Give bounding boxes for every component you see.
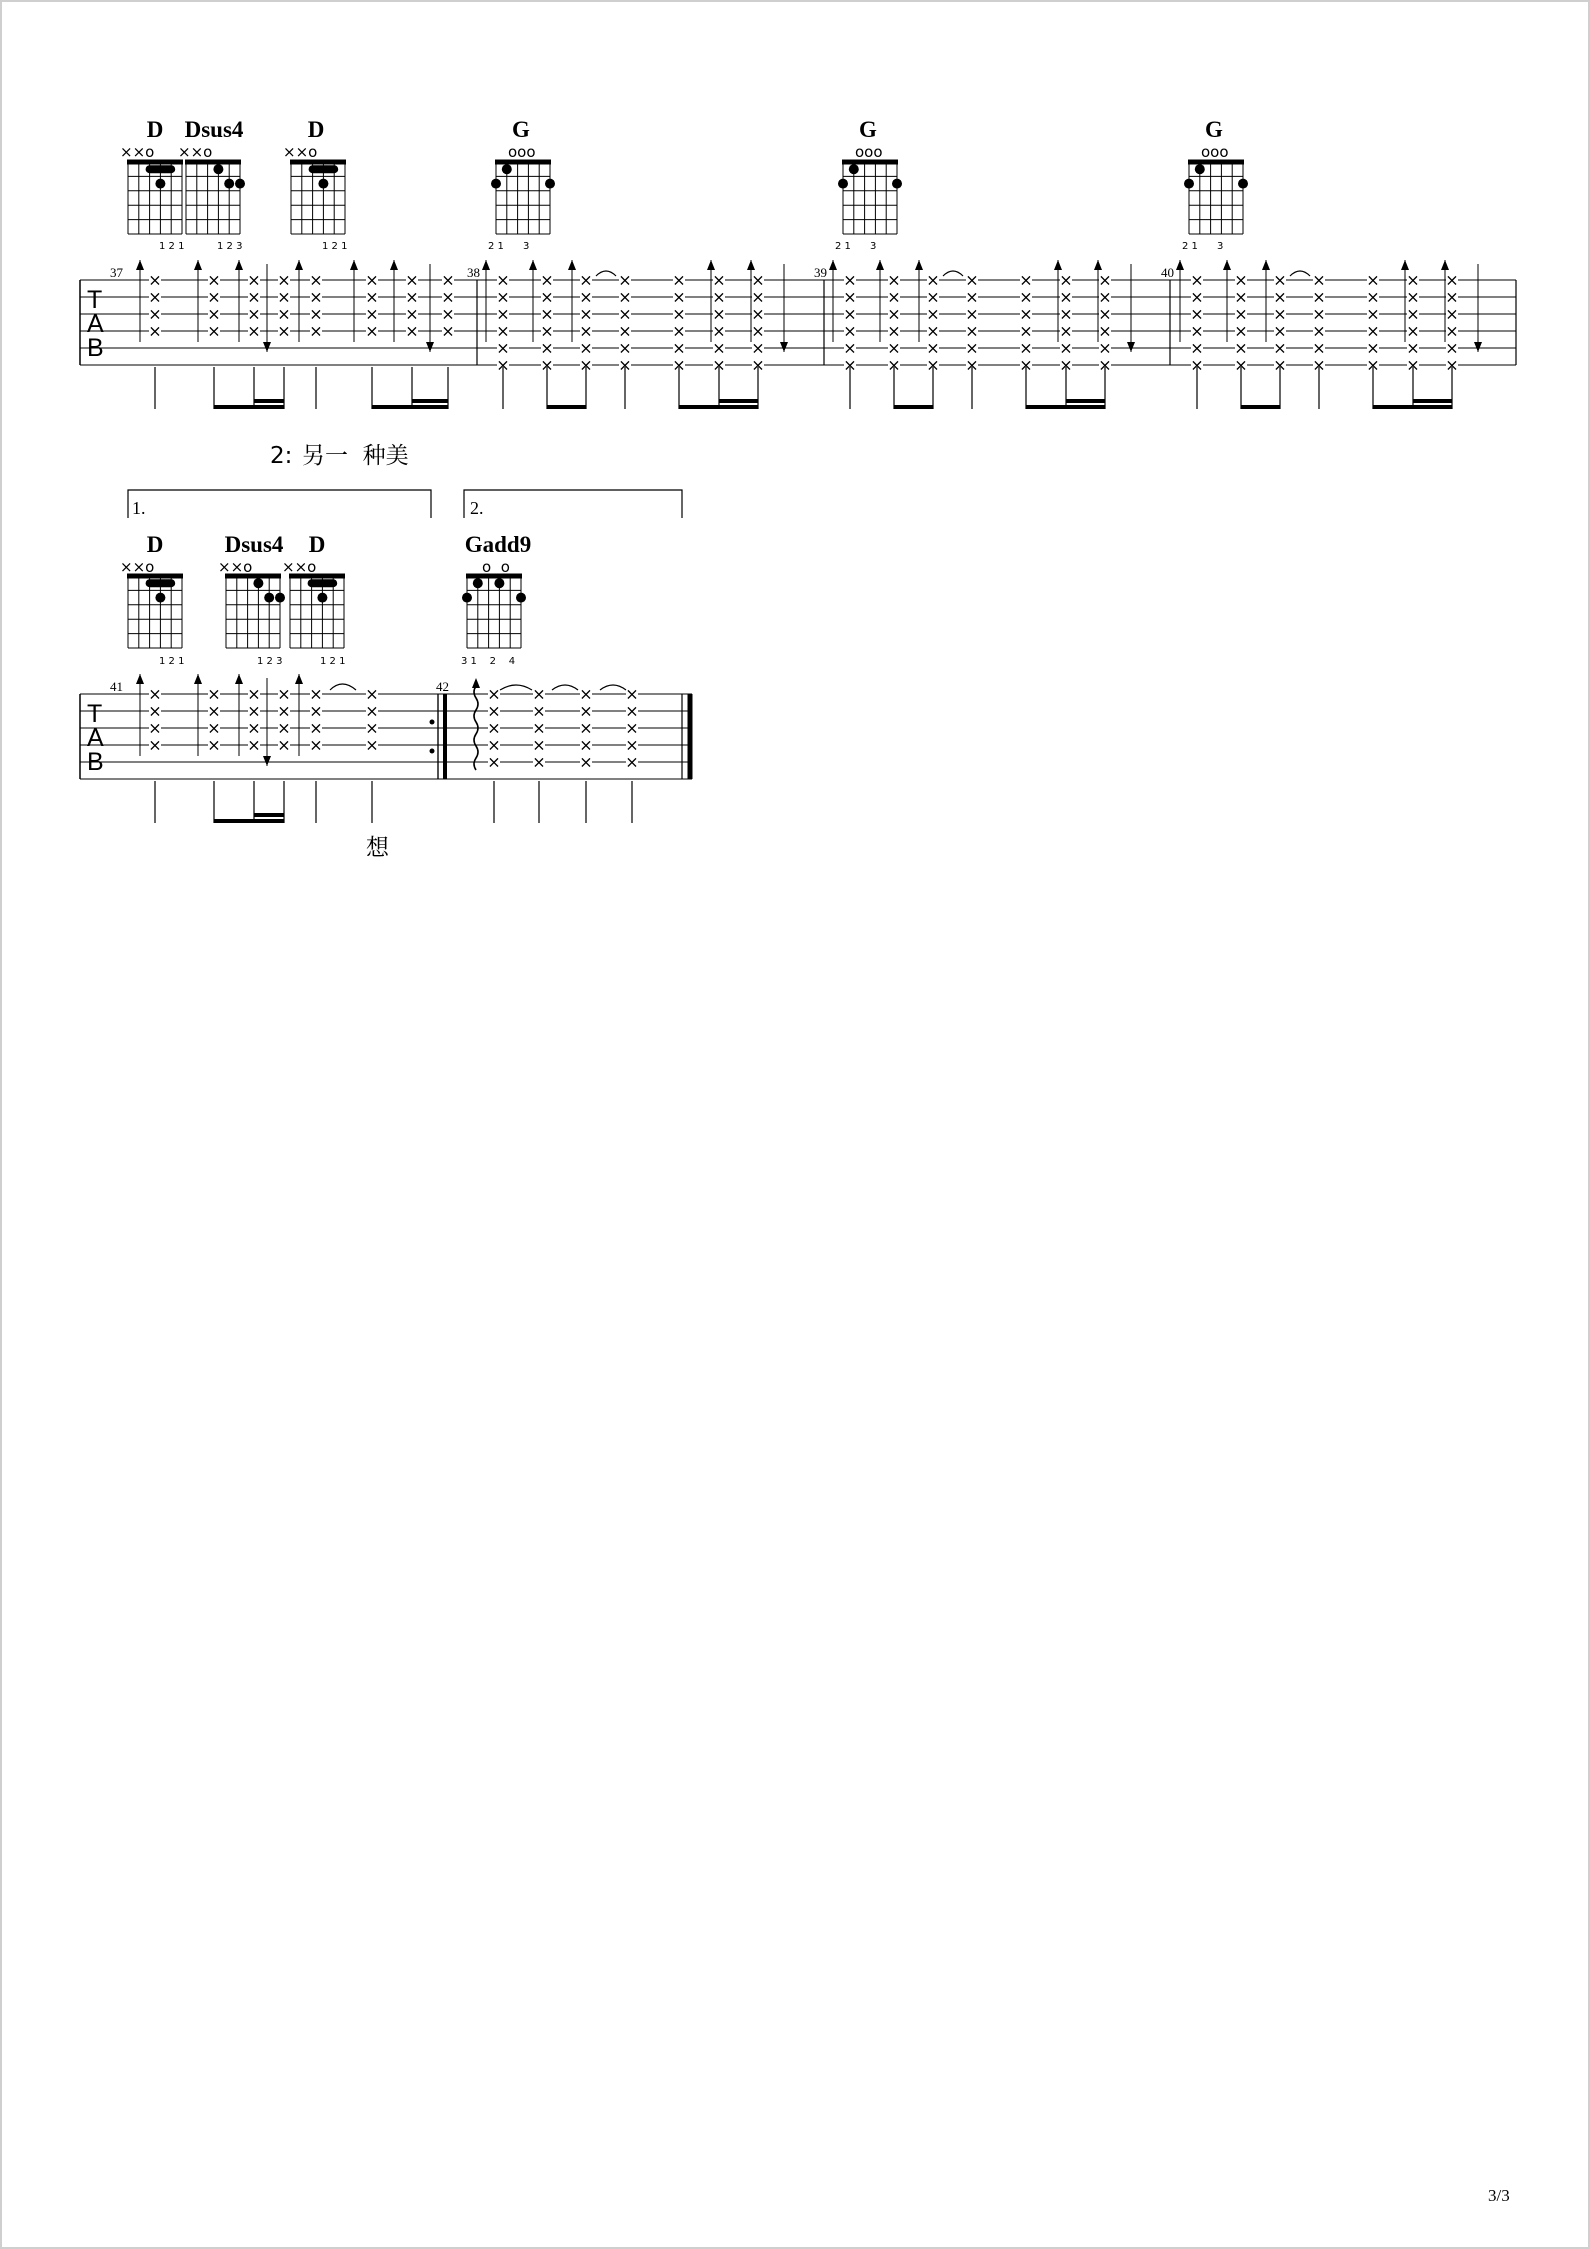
page-number: 3/3: [1488, 2186, 1510, 2205]
muted-note: ×: [532, 735, 546, 755]
ending-1-label: 1.: [132, 498, 146, 518]
muted-note: ×: [365, 304, 379, 324]
muted-note: ×: [712, 304, 726, 324]
muted-note: ×: [207, 735, 221, 755]
muted-note: ×: [1019, 287, 1033, 307]
muted-note: ×: [496, 321, 510, 341]
muted-note: ×: [579, 338, 593, 358]
muted-note: ×: [579, 304, 593, 324]
muted-note: ×: [148, 701, 162, 721]
muted-note: ×: [247, 684, 261, 704]
tab-clef-b: B: [87, 748, 104, 776]
open-mute-markers: ooo: [855, 143, 883, 161]
muted-note: ×: [965, 304, 979, 324]
muted-note: ×: [247, 270, 261, 290]
muted-note: ×: [843, 287, 857, 307]
muted-note: ×: [207, 684, 221, 704]
muted-note: ×: [247, 701, 261, 721]
muted-note: ×: [148, 287, 162, 307]
muted-note: ×: [1406, 287, 1420, 307]
muted-note: ×: [309, 718, 323, 738]
chord-name: Gadd9: [464, 532, 532, 557]
muted-note: ×: [579, 684, 593, 704]
muted-note: ×: [1445, 338, 1459, 358]
muted-note: ×: [965, 338, 979, 358]
muted-note: ×: [1445, 321, 1459, 341]
muted-note: ×: [672, 287, 686, 307]
open-mute-markers: ××o: [178, 143, 213, 161]
measure-number: 37: [110, 265, 123, 280]
muted-note: ×: [309, 270, 323, 290]
muted-note: ×: [1445, 287, 1459, 307]
measure-number: 39: [814, 265, 827, 280]
muted-note: ×: [277, 321, 291, 341]
measure-number: 41: [110, 679, 123, 694]
muted-note: ×: [1019, 304, 1033, 324]
muted-note: ×: [579, 287, 593, 307]
chord-name: D: [308, 532, 326, 557]
muted-note: ×: [148, 735, 162, 755]
muted-note: ×: [887, 321, 901, 341]
muted-note: ×: [625, 684, 639, 704]
muted-note: ×: [625, 701, 639, 721]
muted-note: ×: [618, 338, 632, 358]
tab-clef-b: B: [87, 334, 104, 362]
muted-note: ×: [277, 270, 291, 290]
muted-note: ×: [207, 304, 221, 324]
finger-numbers: 2 1 3: [1182, 241, 1224, 252]
muted-note: ×: [365, 718, 379, 738]
muted-note: ×: [148, 718, 162, 738]
muted-note: ×: [1059, 355, 1073, 375]
muted-note: ×: [751, 321, 765, 341]
muted-note: ×: [712, 321, 726, 341]
muted-note: ×: [277, 304, 291, 324]
muted-note: ×: [1273, 321, 1287, 341]
muted-note: ×: [1312, 287, 1326, 307]
open-mute-markers: ooo: [508, 143, 536, 161]
muted-note: ×: [926, 304, 940, 324]
muted-note: ×: [487, 718, 501, 738]
muted-note: ×: [843, 304, 857, 324]
muted-note: ×: [207, 287, 221, 307]
muted-note: ×: [926, 355, 940, 375]
muted-note: ×: [496, 287, 510, 307]
muted-note: ×: [1190, 304, 1204, 324]
muted-note: ×: [965, 270, 979, 290]
muted-note: ×: [441, 321, 455, 341]
muted-note: ×: [579, 355, 593, 375]
muted-note: ×: [1312, 270, 1326, 290]
muted-note: ×: [1190, 287, 1204, 307]
muted-note: ×: [1273, 287, 1287, 307]
tab-clef-t: T: [87, 700, 103, 728]
muted-note: ×: [672, 270, 686, 290]
muted-note: ×: [712, 270, 726, 290]
tab-clef-a: A: [87, 724, 104, 752]
finger-numbers: 1 2 3: [217, 241, 243, 252]
muted-note: ×: [965, 321, 979, 341]
muted-note: ×: [1059, 270, 1073, 290]
muted-note: ×: [207, 701, 221, 721]
muted-note: ×: [277, 718, 291, 738]
chord-name: Dsus4: [184, 117, 244, 142]
muted-note: ×: [1190, 338, 1204, 358]
muted-note: ×: [496, 270, 510, 290]
muted-note: ×: [1098, 355, 1112, 375]
tab-clef-t: T: [87, 286, 103, 314]
muted-note: ×: [1312, 321, 1326, 341]
muted-note: ×: [309, 735, 323, 755]
chord-name: D: [146, 532, 164, 557]
muted-note: ×: [1190, 270, 1204, 290]
muted-note: ×: [751, 355, 765, 375]
muted-note: ×: [365, 684, 379, 704]
muted-note: ×: [625, 735, 639, 755]
tab-clef-a: A: [87, 310, 104, 338]
muted-note: ×: [247, 321, 261, 341]
muted-note: ×: [1406, 270, 1420, 290]
open-mute-markers: ××o: [218, 558, 253, 576]
muted-note: ×: [579, 321, 593, 341]
muted-note: ×: [532, 701, 546, 721]
open-mute-markers: ××o: [283, 143, 318, 161]
muted-note: ×: [1366, 287, 1380, 307]
muted-note: ×: [618, 287, 632, 307]
muted-note: ×: [1019, 270, 1033, 290]
text-layer: [2, 2, 1590, 2249]
muted-note: ×: [277, 701, 291, 721]
muted-note: ×: [487, 735, 501, 755]
muted-note: ×: [540, 338, 554, 358]
muted-note: ×: [618, 321, 632, 341]
lyric-word: 想: [366, 835, 389, 861]
chord-name: G: [1205, 117, 1223, 142]
muted-note: ×: [618, 304, 632, 324]
muted-note: ×: [540, 270, 554, 290]
measure-number: 42: [436, 679, 449, 694]
finger-numbers: 1 2 1: [322, 241, 348, 252]
muted-note: ×: [1234, 270, 1248, 290]
muted-note: ×: [1234, 287, 1248, 307]
muted-note: ×: [751, 270, 765, 290]
finger-numbers: 1 2 3: [257, 656, 283, 667]
muted-note: ×: [1234, 338, 1248, 358]
muted-note: ×: [540, 321, 554, 341]
muted-note: ×: [405, 270, 419, 290]
muted-note: ×: [1098, 338, 1112, 358]
finger-numbers: 1 2 1: [159, 656, 185, 667]
muted-note: ×: [751, 287, 765, 307]
muted-note: ×: [1019, 321, 1033, 341]
muted-note: ×: [207, 718, 221, 738]
muted-note: ×: [1019, 355, 1033, 375]
muted-note: ×: [712, 355, 726, 375]
muted-note: ×: [887, 355, 901, 375]
muted-note: ×: [532, 752, 546, 772]
muted-note: ×: [405, 321, 419, 341]
muted-note: ×: [625, 718, 639, 738]
muted-note: ×: [1098, 304, 1112, 324]
muted-note: ×: [926, 287, 940, 307]
open-mute-markers: o o: [482, 558, 510, 576]
chord-name: G: [859, 117, 877, 142]
muted-note: ×: [540, 355, 554, 375]
muted-note: ×: [309, 684, 323, 704]
finger-numbers: 3 1 2 4: [461, 656, 516, 667]
muted-note: ×: [672, 321, 686, 341]
muted-note: ×: [1366, 321, 1380, 341]
finger-numbers: 1 2 1: [320, 656, 346, 667]
muted-note: ×: [496, 355, 510, 375]
muted-note: ×: [1406, 304, 1420, 324]
muted-note: ×: [277, 287, 291, 307]
ending-2-label: 2.: [470, 498, 484, 518]
muted-note: ×: [1273, 355, 1287, 375]
verse-label: 2:: [270, 443, 293, 469]
muted-note: ×: [148, 304, 162, 324]
muted-note: ×: [207, 270, 221, 290]
muted-note: ×: [1019, 338, 1033, 358]
finger-numbers: 2 1 3: [488, 241, 530, 252]
muted-note: ×: [148, 270, 162, 290]
muted-note: ×: [148, 684, 162, 704]
muted-note: ×: [1273, 338, 1287, 358]
muted-note: ×: [1312, 304, 1326, 324]
muted-note: ×: [579, 718, 593, 738]
muted-note: ×: [926, 321, 940, 341]
muted-note: ×: [309, 321, 323, 341]
muted-note: ×: [887, 338, 901, 358]
muted-note: ×: [887, 270, 901, 290]
muted-note: ×: [1190, 321, 1204, 341]
muted-note: ×: [532, 684, 546, 704]
muted-note: ×: [1273, 270, 1287, 290]
muted-note: ×: [618, 270, 632, 290]
muted-note: ×: [277, 735, 291, 755]
muted-note: ×: [887, 304, 901, 324]
open-mute-markers: ××o: [120, 558, 155, 576]
finger-numbers: 2 1 3: [835, 241, 877, 252]
muted-note: ×: [618, 355, 632, 375]
muted-note: ×: [1312, 338, 1326, 358]
muted-note: ×: [1098, 321, 1112, 341]
muted-note: ×: [1366, 270, 1380, 290]
muted-note: ×: [487, 752, 501, 772]
muted-note: ×: [887, 287, 901, 307]
muted-note: ×: [712, 338, 726, 358]
muted-note: ×: [540, 304, 554, 324]
muted-note: ×: [247, 735, 261, 755]
muted-note: ×: [441, 287, 455, 307]
open-mute-markers: ××o: [282, 558, 317, 576]
muted-note: ×: [672, 355, 686, 375]
muted-note: ×: [1406, 321, 1420, 341]
chord-name: Dsus4: [224, 532, 284, 557]
muted-note: ×: [309, 701, 323, 721]
open-mute-markers: ooo: [1201, 143, 1229, 161]
muted-note: ×: [487, 701, 501, 721]
muted-note: ×: [926, 270, 940, 290]
muted-note: ×: [843, 355, 857, 375]
muted-note: ×: [247, 287, 261, 307]
chord-name: D: [307, 117, 325, 142]
muted-note: ×: [712, 287, 726, 307]
muted-note: ×: [1445, 304, 1459, 324]
muted-note: ×: [365, 287, 379, 307]
muted-note: ×: [277, 684, 291, 704]
muted-note: ×: [405, 287, 419, 307]
muted-note: ×: [1059, 321, 1073, 341]
muted-note: ×: [309, 287, 323, 307]
muted-note: ×: [1234, 321, 1248, 341]
muted-note: ×: [365, 321, 379, 341]
muted-note: ×: [496, 304, 510, 324]
muted-note: ×: [1059, 287, 1073, 307]
muted-note: ×: [365, 701, 379, 721]
muted-note: ×: [1098, 287, 1112, 307]
muted-note: ×: [672, 304, 686, 324]
muted-note: ×: [843, 338, 857, 358]
muted-note: ×: [1445, 270, 1459, 290]
muted-note: ×: [965, 287, 979, 307]
muted-note: ×: [579, 752, 593, 772]
finger-numbers: 1 2 1: [159, 241, 185, 252]
muted-note: ×: [1059, 338, 1073, 358]
muted-note: ×: [540, 287, 554, 307]
muted-note: ×: [1273, 304, 1287, 324]
muted-note: ×: [1234, 355, 1248, 375]
muted-note: ×: [672, 338, 686, 358]
chord-name: D: [146, 117, 164, 142]
muted-note: ×: [496, 338, 510, 358]
muted-note: ×: [441, 270, 455, 290]
muted-note: ×: [625, 752, 639, 772]
chord-name: G: [512, 117, 530, 142]
muted-note: ×: [365, 270, 379, 290]
muted-note: ×: [247, 718, 261, 738]
muted-note: ×: [1406, 338, 1420, 358]
muted-note: ×: [1234, 304, 1248, 324]
muted-note: ×: [579, 270, 593, 290]
muted-note: ×: [1312, 355, 1326, 375]
measure-number: 40: [1161, 265, 1174, 280]
muted-note: ×: [247, 304, 261, 324]
muted-note: ×: [926, 338, 940, 358]
muted-note: ×: [843, 270, 857, 290]
muted-note: ×: [1098, 270, 1112, 290]
lyric-line: 另一 种美: [302, 443, 409, 469]
muted-note: ×: [751, 338, 765, 358]
measure-number: 38: [467, 265, 480, 280]
muted-note: ×: [843, 321, 857, 341]
muted-note: ×: [207, 321, 221, 341]
muted-note: ×: [1445, 355, 1459, 375]
open-mute-markers: ××o: [120, 143, 155, 161]
muted-note: ×: [579, 735, 593, 755]
muted-note: ×: [1406, 355, 1420, 375]
muted-note: ×: [532, 718, 546, 738]
muted-note: ×: [405, 304, 419, 324]
muted-note: ×: [1190, 355, 1204, 375]
muted-note: ×: [148, 321, 162, 341]
muted-note: ×: [487, 684, 501, 704]
muted-note: ×: [1059, 304, 1073, 324]
muted-note: ×: [1366, 355, 1380, 375]
muted-note: ×: [309, 304, 323, 324]
muted-note: ×: [365, 735, 379, 755]
muted-note: ×: [1366, 338, 1380, 358]
muted-note: ×: [1366, 304, 1380, 324]
muted-note: ×: [441, 304, 455, 324]
muted-note: ×: [751, 304, 765, 324]
muted-note: ×: [965, 355, 979, 375]
muted-note: ×: [579, 701, 593, 721]
